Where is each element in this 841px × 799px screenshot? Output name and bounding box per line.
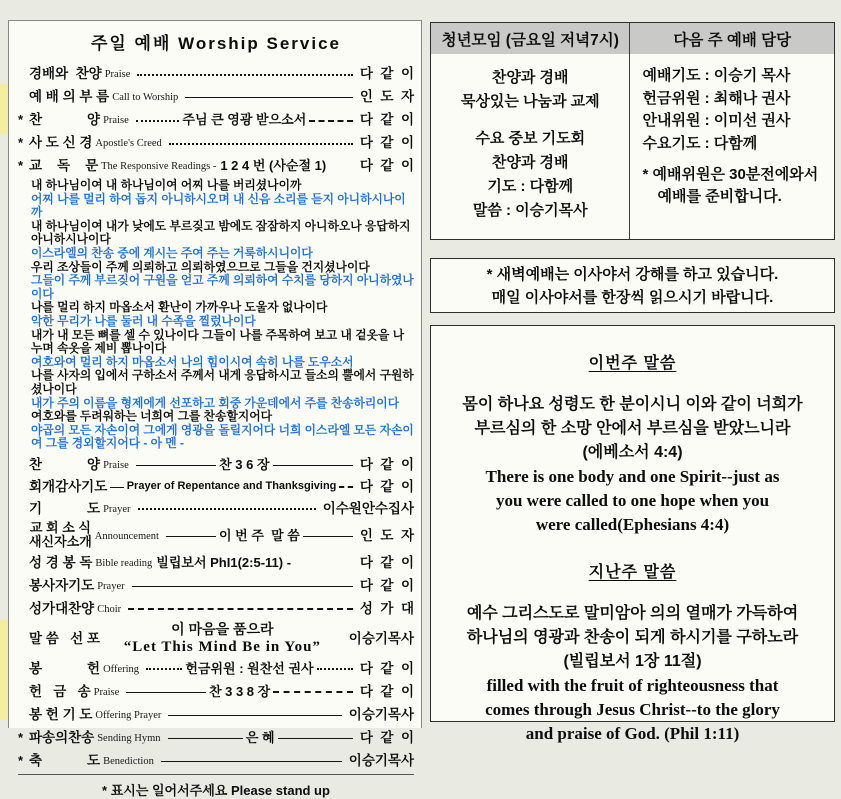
leader-line — [128, 608, 353, 610]
service-row — [18, 498, 414, 519]
service-row — [18, 727, 414, 748]
item-label-korean: 봉사자기도 — [29, 577, 95, 593]
schedule-line: 안내위원 : 이미선 권사 — [642, 112, 791, 129]
service-row — [18, 521, 414, 550]
item-label-english: Sending Hymn — [97, 732, 161, 744]
page-title: 주일 예배 Worship Service — [90, 34, 342, 53]
youth-meeting-group2 — [431, 127, 629, 223]
item-assignee: 다 같 이 — [359, 456, 415, 472]
item-label-korean: 파송의찬송 — [29, 729, 95, 745]
stand-marker: * — [18, 752, 24, 768]
item-detail: 찬 3 6 장 — [219, 456, 270, 472]
note-line-1: * 예배위원은 30분전에와서 — [642, 166, 819, 183]
item-detail: 빌립보서 PhI1(2:5-11) - — [156, 554, 292, 570]
youth-meeting-column — [431, 23, 630, 239]
item-label-english: Prayer — [103, 503, 131, 515]
reading-line: 이스라엘의 찬송 중에 계시는 주여 주는 거룩하시니이다 — [31, 245, 313, 260]
reading-line: 내가 내 모든 뼈를 셀 수 있나이다 그들이 나를 주목하여 보고 내 겉옷을 나누며 속옷을 제비 뽑나이다 — [31, 327, 405, 356]
item-label-korean: 기 도 — [29, 500, 101, 516]
item-detail: Prayer of Repentance and Thanksgiving — [126, 479, 337, 492]
item-assignee: 다 같 이 — [359, 112, 415, 127]
item-assignee: 다 같 이 — [359, 478, 414, 494]
item-label-english: Praise — [103, 115, 129, 126]
verse-line: There is one body and one Spirit--just as — [485, 467, 780, 486]
verse-line: 몸이 하나요 성령도 한 분이시니 이와 같이 너희가 — [462, 396, 803, 413]
this-week-verse-english — [431, 465, 834, 537]
item-detail: 주님 큰 영광 받으소서 — [182, 112, 307, 127]
leader-line — [161, 761, 342, 762]
item-assignee: 다 같 이 — [359, 158, 414, 173]
item-label-korean: 예 배 의 부 름 — [29, 89, 110, 104]
responsive-reading — [31, 179, 414, 451]
item-assignee: 인 도 자 — [359, 89, 414, 104]
leader-line — [168, 738, 243, 739]
leader-line — [138, 508, 316, 510]
schedule-box — [430, 22, 835, 240]
memory-verse-box — [430, 325, 835, 743]
reading-line: 악한 무리가 나를 둘러 내 수족을 찔렀나이다 — [31, 313, 256, 328]
item-label-english: Praise — [93, 686, 120, 698]
service-row — [18, 658, 414, 679]
item-label-english: Announcement — [94, 530, 159, 542]
schedule-line: 헌금위원 : 최해나 권사 — [642, 89, 791, 107]
leader-line — [110, 487, 123, 488]
item-label-english: Choir — [97, 603, 122, 615]
leader-line — [136, 120, 180, 122]
item-label-line: 교 회 소 식 — [29, 519, 91, 535]
reading-line: 그들이 주께 부르짖어 구원을 얻고 주께 의뢰하여 수치를 당하지 아니하였나이다 — [31, 273, 414, 301]
leader-line — [303, 536, 353, 537]
service-row — [18, 86, 414, 107]
item-detail: 이 번 주 말 씀 — [218, 527, 300, 543]
item-label-korean: 성 경 봉 독 — [29, 554, 93, 570]
reading-line: 나를 사자의 입에서 구하소서 주께서 내게 응답하시고 들소의 뿔에서 구원하셨나이다 — [31, 368, 414, 396]
leader-line — [126, 692, 206, 693]
item-assignee: 이승기목사 — [348, 752, 414, 768]
item-label-english: Offering Prayer — [95, 709, 162, 721]
leader-line — [278, 738, 353, 739]
last-week-verse-korean — [431, 602, 834, 674]
item-detail: 1 2 4 번 (사순절 1) — [220, 158, 327, 173]
item-assignee: 다 같 이 — [359, 135, 414, 150]
schedule-line: 찬양과 경배 — [491, 154, 569, 171]
leader-line — [169, 143, 353, 145]
dawn-notice-line-2: 매일 이사야서를 한장씩 읽으시기 바랍니다. — [491, 288, 774, 306]
youth-meeting-group1 — [431, 66, 629, 114]
item-label-english: Bible reading — [95, 557, 153, 569]
item-label-korean: 성가대찬양 — [29, 600, 95, 616]
item-label-english: Prayer — [97, 580, 125, 592]
stand-marker: * — [18, 158, 24, 173]
leader-line — [273, 465, 353, 466]
this-week-verse-korean — [431, 393, 834, 465]
leader-line — [317, 668, 353, 670]
item-assignee: 다 같 이 — [359, 577, 414, 593]
stand-marker: * — [18, 729, 24, 745]
service-row — [18, 681, 414, 702]
item-label-english: The Responsive Readings - — [101, 161, 217, 172]
leader-line — [166, 536, 216, 537]
schedule-line: 기도 : 다함께 — [487, 178, 574, 195]
sermon-title — [100, 621, 345, 656]
reading-line: 어찌 나를 멀리 하여 돕지 아니하시오며 내 신음 소리를 듣지 아니하시나이까 — [31, 191, 406, 220]
item-label-korean: 봉 헌 기 도 — [29, 706, 93, 722]
schedule-line: 예배기도 : 이승기 목사 — [642, 67, 791, 84]
service-row — [18, 155, 414, 176]
next-week-lines — [630, 54, 834, 155]
service-row — [18, 477, 414, 496]
last-week-verse-title: 지난주 말씀 — [588, 564, 677, 581]
item-label-english: Praise — [103, 459, 129, 471]
leader-line — [273, 691, 353, 693]
service-row — [18, 598, 414, 619]
schedule-line: 수요 중보 기도회 — [475, 130, 586, 147]
item-label-korean: 경배와 찬양 — [29, 66, 102, 81]
sermon-title-korean: 이 마음을 품으라 — [171, 620, 274, 637]
verse-line: 예수 그리스도로 말미암아 의의 열매가 가득하여 — [466, 605, 799, 622]
service-row — [18, 132, 414, 153]
verse-line: comes through Jesus Christ--to the glory — [485, 700, 780, 719]
reading-line: 내 하나님이여 내 하나님이여 어찌 나를 버리셨나이까 — [31, 178, 302, 192]
worship-order-panel — [8, 20, 422, 798]
leader-line — [309, 120, 353, 122]
next-week-column — [630, 23, 834, 239]
verse-line: 하나님의 영광과 찬송이 되게 하시기를 구하노라 — [466, 629, 799, 646]
dawn-notice-line-1: * 새벽예배는 이사야서 강해를 하고 있습니다. — [486, 265, 779, 283]
item-label-english: Benediction — [103, 755, 154, 767]
service-row — [18, 704, 414, 725]
item-assignee: 인 도 자 — [359, 527, 415, 543]
item-label-korean: 사 도 신 경 — [29, 135, 93, 150]
verse-line: you were called to one hope when you — [495, 491, 770, 510]
item-label-korean: 헌 금 송 — [29, 683, 91, 699]
schedule-line: 수요기도 : 다함께 — [642, 134, 758, 152]
item-assignee: 다 같 이 — [359, 683, 414, 699]
service-row — [18, 621, 414, 656]
scan-artifact-top — [0, 84, 8, 134]
note-line-2: 예배를 준비합니다. — [657, 188, 782, 205]
item-label-english: Offering — [103, 663, 140, 675]
item-assignee: 성 가 대 — [359, 600, 414, 616]
leader-line — [132, 586, 353, 587]
order-rows-top — [18, 63, 414, 176]
reading-line: 내 하나님이여 내가 낮에도 부르짖고 밤에도 잠잠하지 아니하오나 응답하지 아니하시나이다 — [31, 218, 411, 247]
this-week-verse-title: 이번주 말씀 — [588, 355, 677, 372]
reading-line: 나를 멀리 하지 마옵소서 환난이 가까우나 도울자 없나이다 — [31, 300, 328, 315]
verse-line: filled with the fruit of righteousness that — [486, 676, 779, 695]
item-label-english: Praise — [104, 69, 131, 80]
item-label-english: Apostle's Creed — [95, 138, 162, 149]
item-assignee: 다 같 이 — [359, 554, 414, 570]
reading-line: 여호와여 멀리 하지 마옵소서 나의 힘이시여 속히 나를 도우소서 — [31, 354, 354, 369]
service-row — [18, 575, 414, 596]
item-label-english: Call to Worship — [112, 92, 179, 103]
last-week-verse-english — [431, 674, 834, 746]
leader-line — [137, 74, 352, 76]
youth-meeting-header: 청년모임 (금요일 저녁7시) — [431, 23, 629, 54]
item-label-line: 새신자소개 — [29, 534, 92, 550]
verse-line: and praise of God. (Phil 1:11) — [525, 724, 740, 743]
item-label-korean: 찬 양 — [29, 456, 101, 472]
item-assignee: 이승기목사 — [348, 706, 414, 722]
item-assignee: 다 같 이 — [359, 729, 415, 745]
dawn-service-notice — [430, 258, 835, 313]
item-label-korean — [29, 521, 92, 550]
verse-line: (에베소서 4:4) — [582, 444, 683, 461]
service-row — [18, 454, 414, 475]
leader-line — [136, 465, 216, 466]
reading-line: 우리 조상들이 주께 의뢰하고 의뢰하였으므로 그들을 건지셨나이다 — [31, 259, 370, 274]
order-rows-bottom — [18, 454, 414, 771]
reading-line: 내가 주의 이름을 형제에게 선포하고 회중 가운데에서 주를 찬송하리이다 — [31, 395, 400, 410]
schedule-line: 말씀 : 이승기목사 — [472, 202, 588, 219]
next-week-header: 다음 주 예배 담당 — [630, 23, 834, 54]
service-row — [18, 109, 414, 130]
leader-line — [185, 97, 353, 98]
schedule-line: 묵상있는 나눔과 교제 — [460, 93, 600, 110]
leader-line — [168, 715, 341, 716]
service-row — [18, 552, 414, 573]
worship-committee-note — [630, 164, 834, 208]
item-assignee: 이승기목사 — [348, 630, 414, 646]
leader-line — [339, 486, 352, 488]
verse-line: (빌립보서 1장 11절) — [563, 653, 702, 670]
item-label-korean: 찬 양 — [29, 112, 101, 127]
item-label-korean: 교 독 문 — [29, 158, 99, 173]
item-assignee: 이수원안수집사 — [322, 500, 414, 516]
item-label-korean: 축 도 — [29, 752, 101, 768]
stand-marker: * — [18, 112, 24, 127]
item-label-korean: 말 씀 선 포 — [29, 630, 100, 646]
sermon-title-english: “Let This Mind Be in You” — [123, 638, 321, 655]
verse-line: 부르심의 한 소망 안에서 부르심을 받았느니라 — [474, 420, 791, 437]
stand-marker: * — [18, 135, 24, 150]
item-assignee: 다 같 이 — [359, 66, 414, 81]
item-label-korean: 봉 헌 — [29, 660, 101, 676]
item-label-korean: 회개감사기도 — [29, 478, 108, 494]
service-row — [18, 750, 414, 771]
verse-line: were called(Ephesians 4:4) — [535, 515, 730, 534]
item-assignee: 다 같 이 — [359, 660, 415, 676]
reading-line: 여호와를 두려워하는 너희여 그를 찬송할지어다 — [31, 409, 273, 424]
reading-line: 야곱의 모든 자손이여 그에게 영광을 돌릴지어다 너희 이스라엘 모든 자손이여 그를 경외할지어다 - 아 멘 - — [31, 422, 414, 451]
stand-up-note: * 표시는 일어서주세요 Please stand up — [18, 774, 414, 799]
item-detail: 은 혜 — [245, 729, 275, 745]
leader-line — [146, 668, 182, 670]
item-detail: 찬 3 3 8 장 — [208, 683, 271, 699]
service-row — [18, 63, 414, 84]
item-detail: 헌금위원 : 원찬선 권사 — [185, 660, 314, 676]
schedule-line: 찬양과 경배 — [491, 69, 569, 86]
